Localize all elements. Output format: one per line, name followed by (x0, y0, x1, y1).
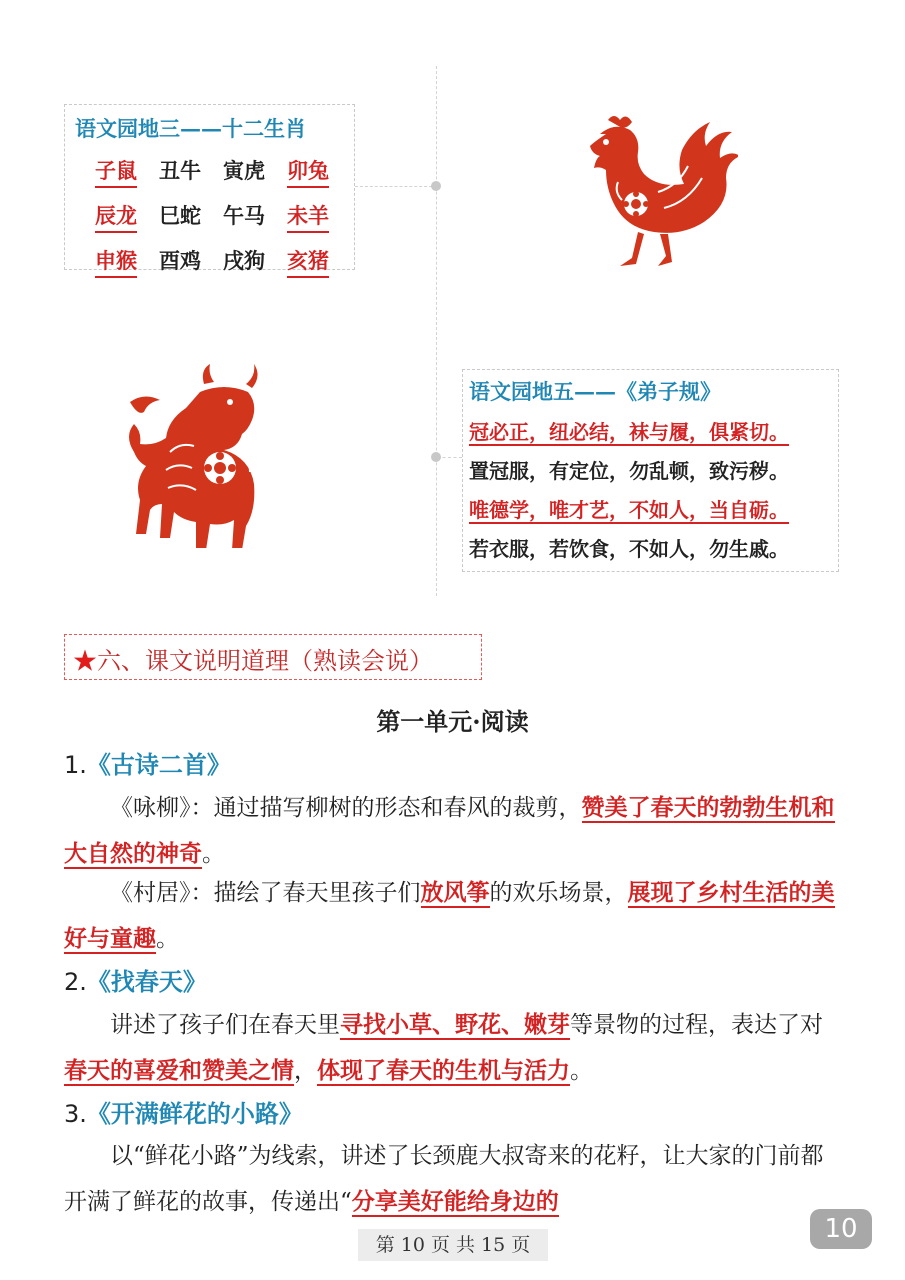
zodiac-item: 戌狗 (223, 248, 265, 273)
dizigui-line (469, 494, 832, 523)
dizigui-line-text: 唯德学，唯才艺，不如人，当自砺。 (469, 498, 789, 522)
zodiac-row (75, 155, 344, 188)
paragraph-text: 。 (570, 1058, 593, 1084)
paragraph-text: 。 (202, 841, 225, 867)
highlighted-text: 放风筝 (420, 879, 490, 906)
dizigui-line: 若衣服，若饮食，不如人，勿生戚。 (469, 537, 789, 561)
lesson-heading (64, 1094, 303, 1129)
lesson-title: 《古诗二首》 (86, 750, 231, 779)
paragraph-text: 。 (156, 926, 179, 952)
zodiac-item: 子鼠 (95, 155, 137, 188)
lesson-heading (64, 745, 231, 780)
highlighted-text: 展现了 (627, 879, 697, 906)
highlighted-text: 赞美了春天 (581, 794, 697, 821)
paragraph-text: 讲述了孩子们在春天里 (110, 1012, 340, 1038)
highlighted-text: 春天的喜爱和赞美之情 (64, 1057, 294, 1084)
lesson-title: 《开满鲜花的小路》 (86, 1099, 303, 1128)
paragraph-text: 《村居》：描绘了春天里孩子们 (110, 880, 421, 906)
highlighted-text: 的勃勃生机和大自然的神奇 (64, 794, 835, 867)
dizigui-box (462, 369, 839, 572)
highlighted-text: 乡村生活的美好与童趣 (64, 879, 835, 952)
lesson-heading (64, 962, 207, 997)
zodiac-row (75, 200, 344, 233)
paragraph-text: ， (294, 1058, 317, 1084)
highlighted-text: 寻找小草、野花、嫩芽 (340, 1011, 570, 1038)
dizigui-line (469, 416, 832, 445)
zodiac-box (64, 104, 355, 273)
zodiac-item: 亥猪 (287, 245, 329, 278)
lesson-paragraph (64, 1002, 836, 1094)
paragraph-text: 表达了对 (731, 1012, 823, 1038)
lesson-number: 2. (64, 968, 87, 996)
paragraph-text: 等景物的过程， (570, 1012, 731, 1038)
paragraph-text: 大家的门前都开满了鲜花的故事，传递出“ (64, 1143, 824, 1215)
zodiac-item: 寅虎 (223, 158, 265, 183)
lesson-title: 《找春天》 (86, 967, 207, 996)
paragraph-text: 以“鲜花小路”为线索，讲述了长颈鹿大叔寄来的花籽，让 (110, 1143, 686, 1169)
mindmap-node-dot (431, 181, 441, 191)
lesson-paragraph (64, 870, 836, 962)
page-footer: 第 10 页 共 15 页 (358, 1229, 548, 1261)
dizigui-line-text: 冠必正，纽必结，袜与履，俱紧切。 (469, 420, 789, 444)
paragraph-text: 的欢乐场景， (489, 880, 628, 906)
zodiac-item: 申猴 (95, 245, 137, 278)
star-icon: ★ (73, 647, 97, 675)
zodiac-box-title: 语文园地三——十二生肖 (75, 116, 306, 141)
section-title-text: 六、课文说明道理（熟读会说） (97, 647, 433, 675)
zodiac-item: 辰龙 (95, 200, 137, 233)
zodiac-item: 丑牛 (159, 158, 201, 183)
highlighted-text: 分享美好能给身边的 (351, 1188, 559, 1215)
mindmap-connector-vertical (436, 66, 437, 596)
paragraph-text: 《咏柳》：通过描写柳树的形态和春风的裁剪， (110, 795, 582, 821)
zodiac-item: 卯兔 (287, 155, 329, 188)
lesson-number: 1. (64, 751, 87, 779)
page-number-badge: 10 (810, 1209, 872, 1249)
dizigui-line: 置冠服，有定位，勿乱顿，致污秽。 (469, 459, 789, 483)
rooster-papercut-icon (578, 112, 738, 272)
lesson-number: 3. (64, 1100, 87, 1128)
section-title (73, 641, 433, 676)
mindmap-connector-top (355, 186, 437, 187)
mindmap-node-dot (431, 452, 441, 462)
section-header-box (64, 634, 482, 680)
unit-title: 第一单元·阅读 (376, 707, 529, 736)
zodiac-row (75, 245, 344, 278)
zodiac-item: 午马 (223, 203, 265, 228)
ox-papercut-icon (120, 362, 280, 548)
zodiac-item: 巳蛇 (159, 203, 201, 228)
highlighted-text: 体现了春天的生机与活力 (317, 1057, 570, 1084)
zodiac-item: 未羊 (287, 200, 329, 233)
lesson-paragraph (64, 1134, 836, 1225)
zodiac-item: 酉鸡 (159, 248, 201, 273)
lesson-paragraph (64, 785, 836, 877)
dizigui-box-title: 语文园地五——《弟子规》 (469, 379, 721, 404)
